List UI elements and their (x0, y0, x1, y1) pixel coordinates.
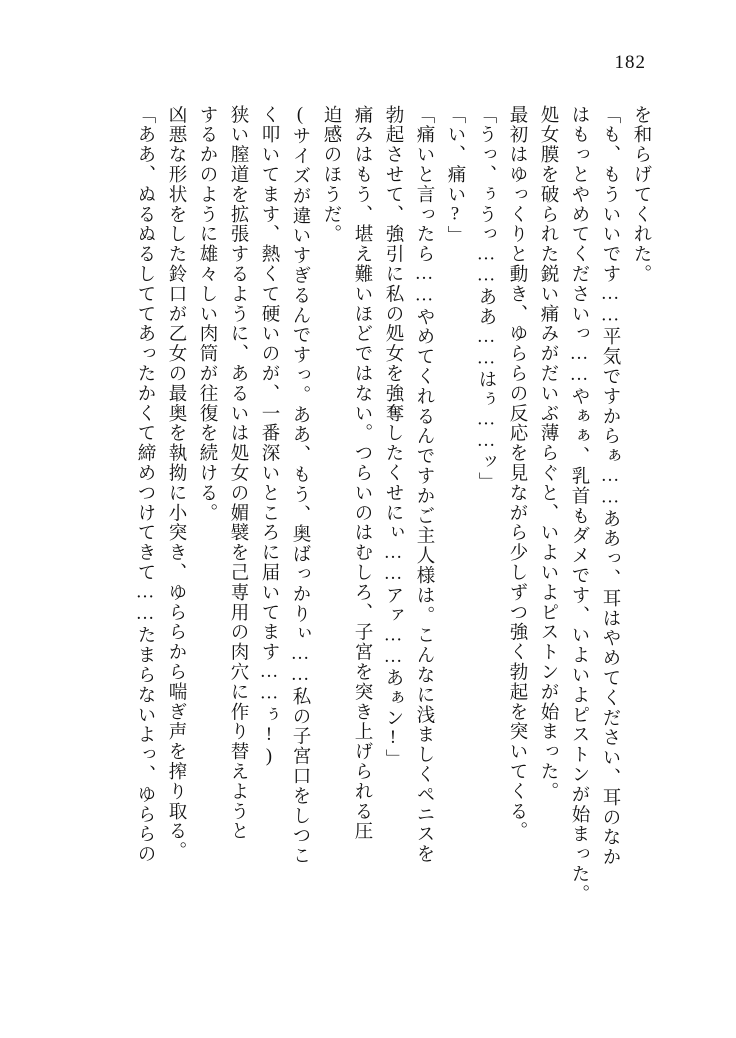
page-number: 182 (614, 52, 646, 73)
text-line: 狭い膣道を拡張するように、あるいは処女の媚襞を己専用の肉穴に作り替えようと (228, 105, 248, 842)
vertical-body-text (80, 105, 656, 983)
text-line: 「ああ、ぬるぬるしててあったかくて締めつけてきて……たまらないよっ、ゆららの (135, 105, 155, 865)
text-line: 「い、痛い?」 (445, 105, 465, 246)
text-line: 勃起させて、強引に私の処女を強奪したくせにぃ……アァ……あぁン!」 (383, 105, 403, 770)
text-line: 処女膜を破られた鋭い痛みがだいぶ薄らぐと、いよいよピストンが始まった。 (538, 105, 558, 802)
text-line: 「痛いと言ったら……やめてくれるんですかご主人様は。こんなに浅ましくペニスを (414, 105, 434, 865)
text-line: 最初はゆっくりと動き、ゆららの反応を見ながら少しずつ強く勃起を突いてくる。 (507, 105, 527, 842)
text-line: 痛みはもう、堪え難いほどではない。つらいのはむしろ、子宮を突き上げられる圧 (352, 105, 372, 842)
text-line: はもっとやめてくださいっ……やぁぁ、乳首もダメです、いよいよピストンが始まった。 (569, 105, 589, 904)
text-line: く叩いてます、熱くて硬いのが、一番深いところに届いてます……ぅ!) (259, 105, 279, 768)
text-line: (サイズが違いすぎるんですっ。ああ、もう、奥ばっかりぃ……私の子宮口をしつこ (290, 105, 310, 866)
text-line: するかのように雄々しい肉筒が往復を続ける。 (197, 105, 217, 523)
text-line: を和らげてくれた。 (631, 105, 651, 285)
text-line: 「うっ、ぅうっ……ああ……はぅ……ッ」 (476, 105, 496, 493)
text-line: 迫感のほうだ。 (321, 105, 341, 245)
text-line: 凶悪な形状をした鈴口が乙女の最奥を執拗に小突き、ゆららから喘ぎ声を搾り取る。 (166, 105, 186, 862)
text-line: 「も、もういいです……平気ですからぁ……ああっ、耳はやめてください、耳のなか (600, 105, 620, 868)
